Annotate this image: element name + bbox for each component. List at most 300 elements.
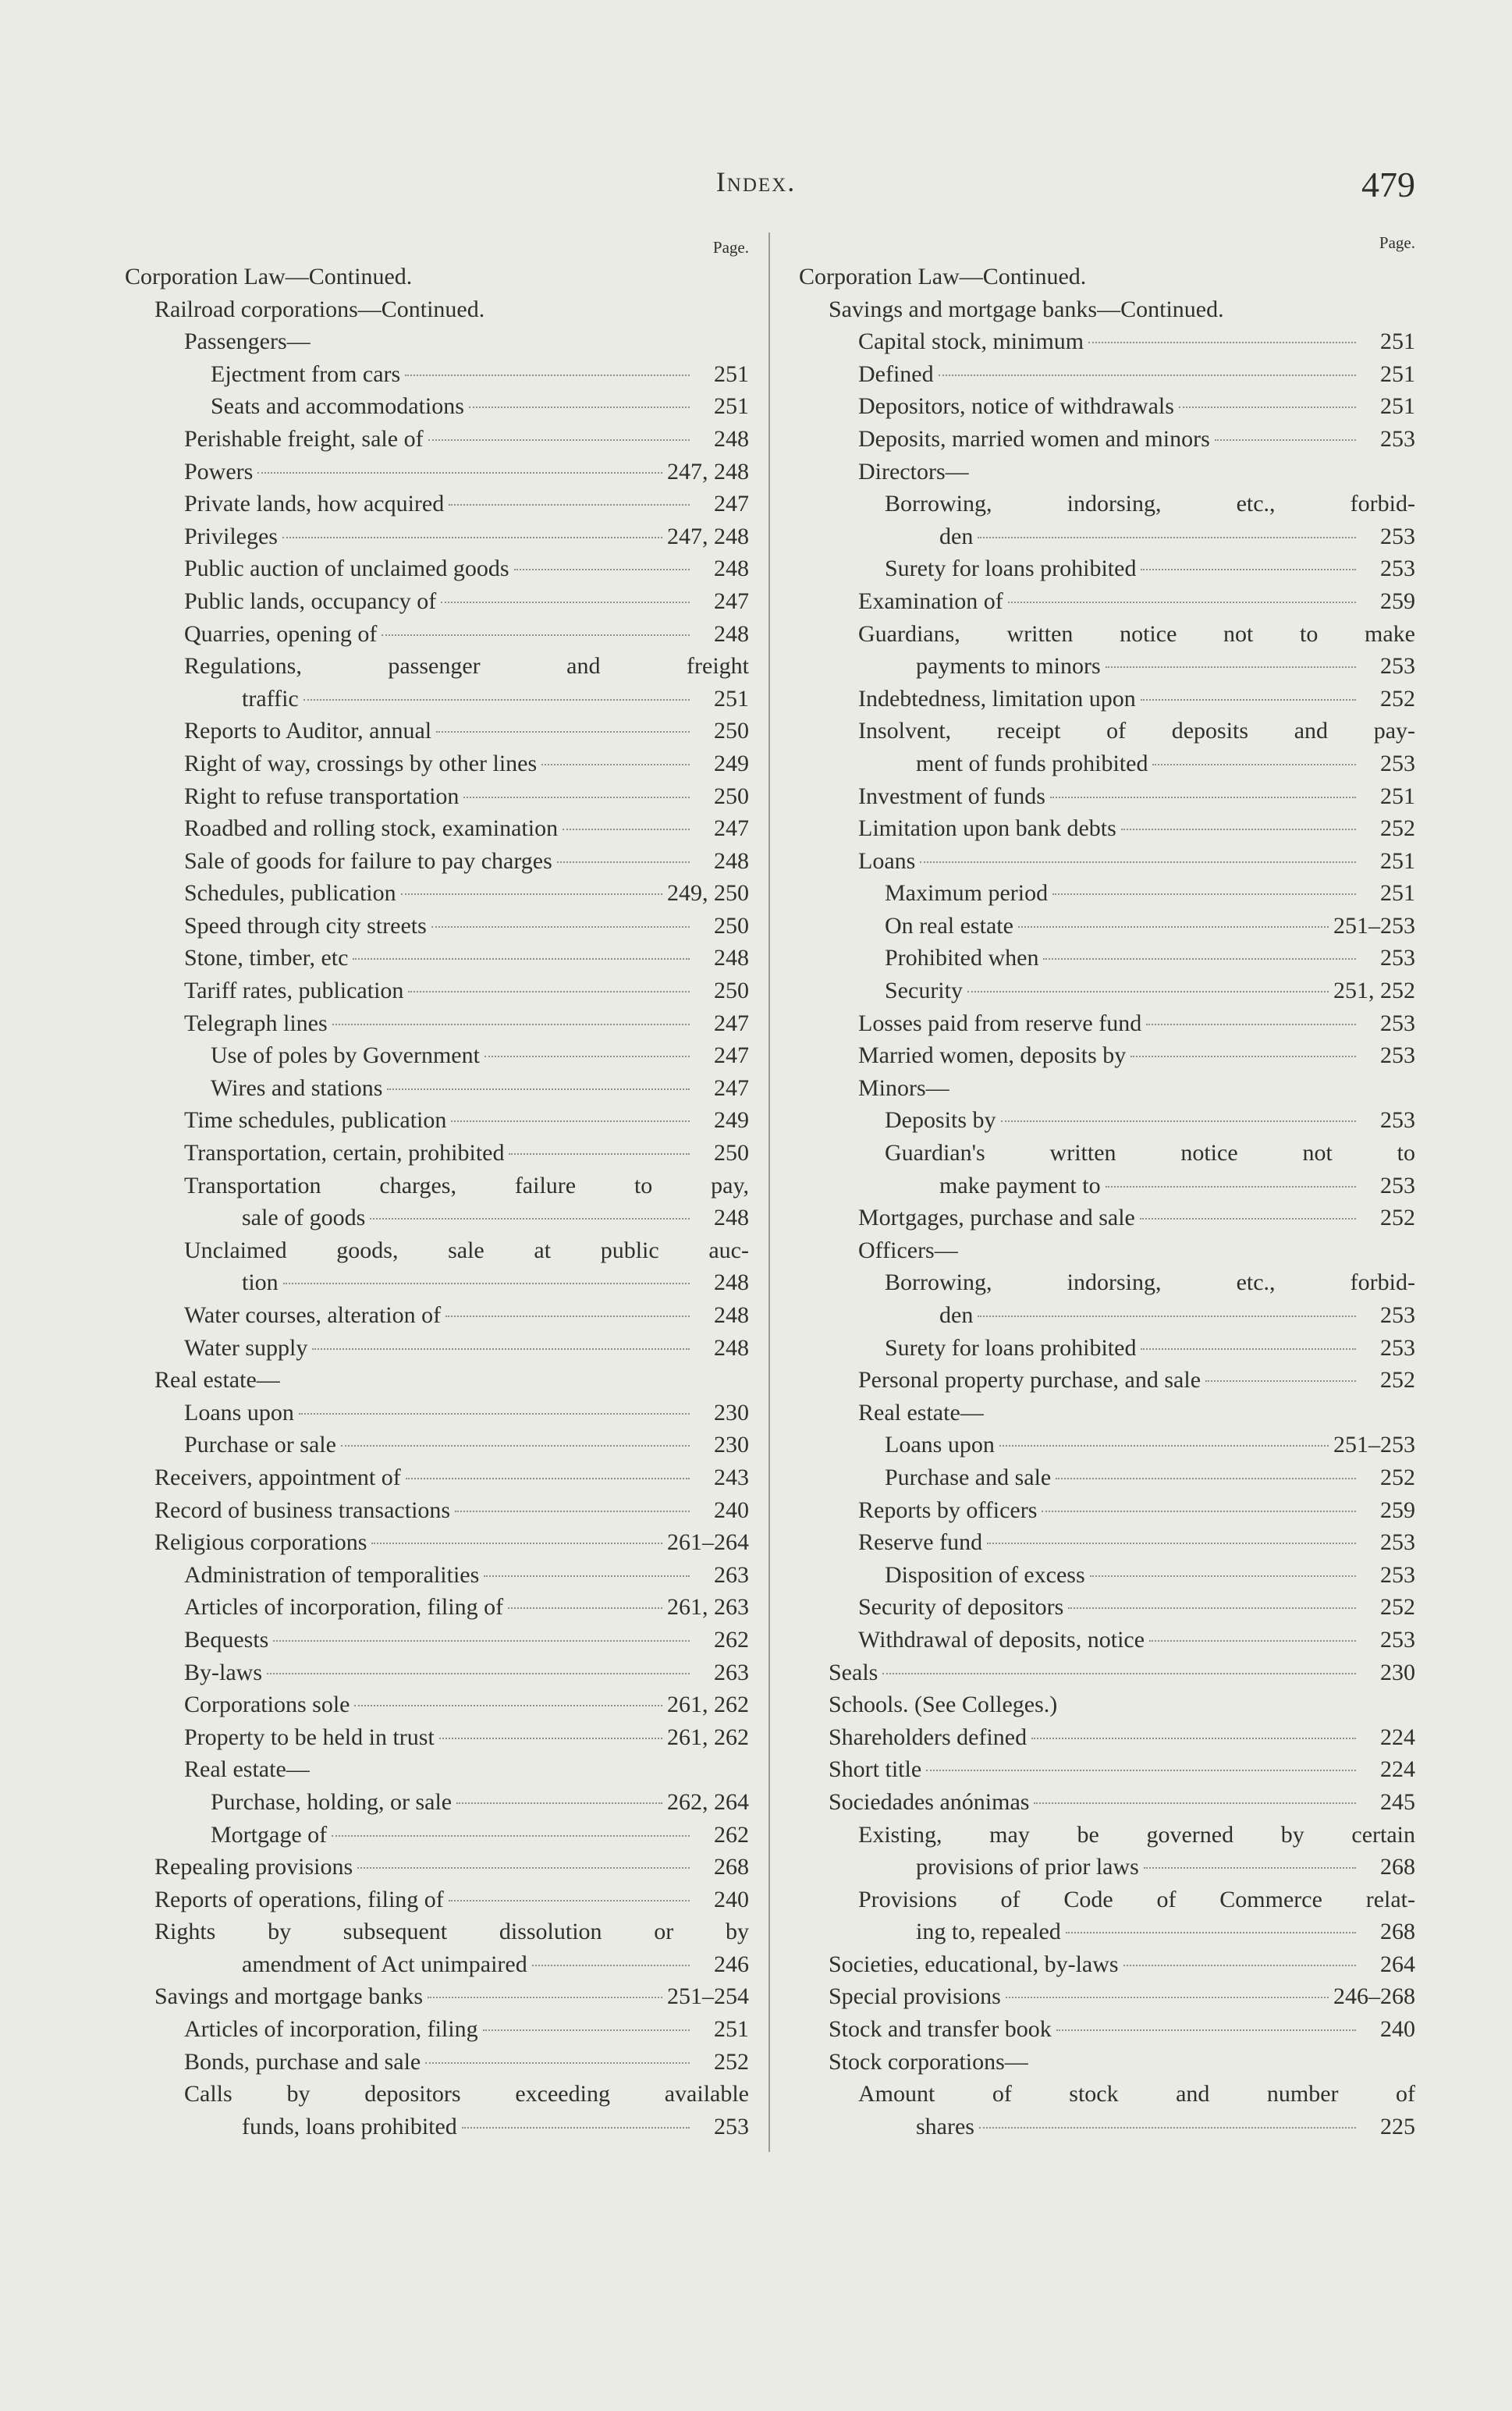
dot-leader [1130, 1056, 1356, 1057]
dot-leader [257, 472, 662, 474]
dot-leader [332, 1835, 690, 1837]
entry-label: Reports to Auditor, annual [184, 718, 432, 744]
dot-leader [273, 1640, 690, 1642]
page-reference: 247 [714, 1010, 749, 1036]
dot-leader [532, 1965, 690, 1966]
dot-leader [967, 991, 1329, 992]
index-entry [799, 1007, 1415, 1040]
index-entry-continuation [799, 2111, 1415, 2143]
index-entry [799, 1104, 1415, 1137]
entry-label: Public lands, occupancy of [184, 588, 437, 614]
index-entry [799, 1039, 1415, 1072]
index-entry-text: Guardians, written notice not to make [858, 620, 1415, 647]
dot-leader [455, 1511, 690, 1512]
index-heading: Passengers— [184, 328, 311, 355]
entry-label: Shareholders defined [829, 1724, 1028, 1750]
index-entry [125, 877, 749, 910]
index-entry [125, 1688, 749, 1721]
page-reference: 248 [714, 1269, 749, 1296]
index-entry [125, 1072, 749, 1105]
entry-label: Transportation, certain, prohibited [184, 1140, 505, 1166]
index-heading: Schools. (See Colleges.) [829, 1692, 1058, 1718]
page-reference: 249 [714, 750, 749, 776]
page-reference: 248 [714, 1205, 749, 1231]
index-entry [125, 1039, 749, 1072]
page-reference: 253 [1380, 1561, 1415, 1588]
index-entry [799, 1202, 1415, 1234]
index-entry [125, 1397, 749, 1429]
index-entry-text: Borrowing, indorsing, etc., forbid- [885, 1269, 1415, 1296]
dot-leader [939, 375, 1356, 376]
page-reference: 251–253 [1333, 912, 1415, 939]
dot-leader [405, 375, 690, 376]
index-entry [799, 1624, 1415, 1656]
entry-label: Special provisions [829, 1983, 1001, 2010]
dot-leader [462, 2127, 690, 2129]
page-reference: 251 [1380, 328, 1415, 355]
index-entry [799, 1364, 1415, 1397]
dot-leader [1056, 2029, 1356, 2031]
entry-label: Disposition of excess [885, 1561, 1085, 1588]
index-entry [125, 618, 749, 651]
page-reference: 247 [714, 1042, 749, 1069]
dot-leader [441, 602, 690, 603]
index-heading: Real estate— [858, 1399, 984, 1426]
index-heading: Savings and mortgage banks—Continued. [829, 296, 1224, 322]
dot-leader [1090, 1575, 1356, 1577]
dot-leader [1018, 926, 1329, 928]
dot-leader [445, 1316, 690, 1317]
dot-leader [1179, 407, 1356, 408]
index-column-left [125, 234, 749, 2143]
page-reference: 253 [1380, 1010, 1415, 1036]
index-entry [799, 1980, 1415, 2013]
dot-leader [1205, 1380, 1356, 1382]
index-entry [125, 1980, 749, 2013]
dot-leader [978, 1316, 1356, 1317]
entry-label: Surety for loans prohibited [885, 556, 1137, 582]
dot-leader [484, 1056, 690, 1057]
index-entry [799, 358, 1415, 391]
dot-leader [408, 991, 690, 992]
dot-leader [456, 1802, 662, 1804]
page-reference: 251 [714, 360, 749, 387]
page-reference: 249 [714, 1107, 749, 1134]
entry-label: Quarries, opening of [184, 620, 378, 647]
entry-label: ing to, repealed [916, 1919, 1061, 1945]
dot-leader [926, 1770, 1356, 1771]
dot-leader [370, 1218, 690, 1220]
index-entry-continuation [799, 520, 1415, 553]
page-reference: 253 [1380, 1107, 1415, 1134]
index-entry [799, 2013, 1415, 2046]
index-heading: Directors— [858, 458, 969, 485]
index-entry [799, 1753, 1415, 1786]
entry-label: Loans upon [184, 1399, 294, 1426]
entry-label: Withdrawal of deposits, notice [858, 1626, 1145, 1653]
entry-label: Investment of funds [858, 783, 1045, 809]
page-reference: 261–264 [667, 1529, 749, 1556]
entry-label: Prohibited when [885, 945, 1039, 971]
dot-leader [1141, 1348, 1356, 1350]
entry-label: Perishable freight, sale of [184, 425, 424, 452]
entry-label: Religious corporations [154, 1529, 367, 1556]
entry-label: On real estate [885, 912, 1013, 939]
index-entry [125, 1559, 749, 1592]
entry-label: Savings and mortgage banks [154, 1983, 424, 2010]
dot-leader [1034, 1802, 1356, 1804]
dot-leader [1123, 1965, 1356, 1966]
entry-label: Stock and transfer book [829, 2016, 1052, 2043]
dot-leader [425, 2062, 690, 2064]
dot-leader [1043, 958, 1356, 960]
index-entry-continuation [125, 1948, 749, 1981]
index-entry-text: Borrowing, indorsing, etc., forbid- [885, 491, 1415, 517]
index-entry [799, 585, 1415, 618]
entry-label: Telegraph lines [184, 1010, 328, 1036]
dot-leader [1001, 1120, 1357, 1122]
index-entry [125, 1299, 749, 1332]
entry-label: Loans upon [885, 1432, 995, 1458]
index-entry [125, 1721, 749, 1754]
entry-label: Bequests [184, 1626, 269, 1653]
dot-leader [401, 893, 662, 895]
entry-label: Stone, timber, etc [184, 945, 349, 971]
page-reference: 250 [714, 718, 749, 744]
entry-label: Record of business transactions [154, 1497, 451, 1523]
entry-label: Personal property purchase, and sale [858, 1367, 1201, 1394]
entry-label: Schedules, publication [184, 880, 396, 907]
page-reference: 253 [1380, 1172, 1415, 1198]
page-reference: 251, 252 [1333, 978, 1415, 1004]
dot-leader [1031, 1738, 1356, 1739]
page-reference: 262 [714, 1626, 749, 1653]
page-reference: 261, 263 [667, 1594, 749, 1621]
dot-leader [371, 1543, 662, 1544]
index-entry [799, 1494, 1415, 1527]
dot-leader [1042, 1511, 1356, 1512]
index-entry [125, 1332, 749, 1365]
entry-label: Reports of operations, filing of [154, 1886, 444, 1912]
page-reference: 240 [1380, 2016, 1415, 2043]
index-entry [125, 1851, 749, 1884]
page-reference: 251 [1380, 847, 1415, 874]
index-entry [799, 552, 1415, 585]
dot-leader [387, 1088, 690, 1090]
index-entry-continuation [799, 1916, 1415, 1948]
page-reference: 251 [1380, 360, 1415, 387]
page-reference: 253 [1380, 1529, 1415, 1556]
page-reference: 247 [714, 1074, 749, 1101]
index-heading: Minors— [858, 1074, 949, 1101]
dot-leader [354, 1705, 662, 1706]
entry-label: Indebtedness, limitation upon [858, 685, 1136, 712]
entry-label: Defined [858, 360, 934, 387]
index-entry [799, 1332, 1415, 1365]
index-entry-continuation [125, 683, 749, 715]
page-reference: 247 [714, 815, 749, 842]
dot-leader [1106, 666, 1356, 668]
page-reference: 253 [1380, 750, 1415, 776]
entry-label: Repealing provisions [154, 1854, 353, 1880]
page-reference: 243 [714, 1464, 749, 1490]
entry-label: Water courses, alteration of [184, 1302, 442, 1328]
entry-label: Private lands, how acquired [184, 491, 445, 517]
entry-label: den [939, 1302, 974, 1328]
index-entry-text: Provisions of Code of Commerce relat- [858, 1886, 1415, 1912]
page-reference: 252 [1380, 685, 1415, 712]
index-heading: Corporation Law—Continued. [125, 264, 413, 289]
page-reference: 250 [714, 912, 749, 939]
entry-label: shares [916, 2113, 974, 2139]
page-reference: 263 [714, 1561, 749, 1588]
entry-label: payments to minors [916, 653, 1101, 680]
dot-leader [1146, 1024, 1356, 1025]
dot-leader [1056, 1478, 1356, 1479]
index-entry-text: Transportation charges, failure to pay, [184, 1172, 749, 1198]
entry-label: Loans [858, 847, 916, 874]
page-reference: 253 [1380, 556, 1415, 582]
page-column-label: Page. [712, 238, 749, 257]
dot-leader [267, 1673, 690, 1674]
index-entry [125, 1656, 749, 1689]
entry-label: Mortgages, purchase and sale [858, 1205, 1135, 1231]
page-reference: 240 [714, 1886, 749, 1912]
page-reference: 240 [714, 1497, 749, 1523]
dot-leader [1106, 1186, 1356, 1188]
index-entry [125, 488, 749, 520]
dot-leader [1121, 829, 1356, 830]
entry-label: Examination of [858, 588, 1003, 614]
page-reference: 224 [1380, 1724, 1415, 1750]
index-entry [125, 2013, 749, 2046]
entry-label: Corporations sole [184, 1692, 350, 1718]
dot-leader [1050, 797, 1356, 798]
index-entry [799, 683, 1415, 715]
index-entry [799, 1429, 1415, 1461]
entry-label: By-laws [184, 1659, 262, 1685]
index-entry [125, 975, 749, 1007]
index-heading: Real estate— [184, 1756, 310, 1783]
entry-label: Security [885, 978, 963, 1004]
entry-label: Losses paid from reserve fund [858, 1010, 1142, 1036]
entry-label: Tariff rates, publication [184, 978, 404, 1004]
page-reference: 246 [714, 1951, 749, 1977]
dot-leader [1149, 1640, 1356, 1642]
page-reference: 224 [1380, 1756, 1415, 1783]
dot-leader [428, 1997, 662, 1998]
index-entry-text: Unclaimed goods, sale at public auc- [184, 1237, 749, 1263]
index-entry-continuation [799, 1851, 1415, 1884]
index-entry [799, 910, 1415, 943]
page-reference: 261, 262 [667, 1692, 749, 1718]
dot-leader [509, 1153, 690, 1155]
index-entry-text: Existing, may be governed by certain [858, 1821, 1415, 1848]
index-heading: Corporation Law—Continued. [799, 264, 1087, 289]
dot-leader [563, 829, 690, 830]
dot-leader [920, 861, 1356, 863]
entry-label: tion [242, 1269, 279, 1296]
entry-label: Water supply [184, 1334, 308, 1361]
page-reference: 251 [1380, 783, 1415, 809]
index-entry [125, 2046, 749, 2079]
page-reference: 252 [1380, 1464, 1415, 1490]
index-entry [125, 1007, 749, 1040]
entry-label: Deposits by [885, 1107, 996, 1134]
index-entry [799, 423, 1415, 456]
entry-label: Security of depositors [858, 1594, 1064, 1621]
index-entry [799, 942, 1415, 975]
page-reference: 252 [1380, 815, 1415, 842]
dot-leader [1215, 439, 1356, 441]
dot-leader [1006, 1997, 1329, 1998]
entry-label: Capital stock, minimum [858, 328, 1084, 355]
entry-label: Public auction of unclaimed goods [184, 556, 509, 582]
dot-leader [483, 2029, 690, 2031]
entry-label: Purchase and sale [885, 1464, 1052, 1490]
page-column-label: Page. [1379, 233, 1415, 252]
entry-label: Receivers, appointment of [154, 1464, 401, 1490]
entry-label: Maximum period [885, 880, 1049, 907]
entry-label: Roadbed and rolling stock, examination [184, 815, 559, 842]
dot-leader [282, 537, 662, 538]
dot-leader [299, 1413, 690, 1415]
entry-label: Articles of incorporation, filing [184, 2016, 478, 2043]
page-reference: 248 [714, 1334, 749, 1361]
dot-leader [1052, 893, 1356, 895]
page-reference: 251 [714, 685, 749, 712]
index-entry [799, 780, 1415, 813]
index-entry [125, 1624, 749, 1656]
page-reference: 253 [1380, 1334, 1415, 1361]
index-entry [799, 1786, 1415, 1819]
index-entry [125, 910, 749, 943]
page-reference: 248 [714, 945, 749, 971]
index-entry [799, 1948, 1415, 1981]
index-entry-text: Rights by subsequent dissolution or by [154, 1919, 749, 1945]
index-entry [799, 812, 1415, 845]
page-reference: 245 [1380, 1788, 1415, 1815]
page-reference: 230 [1380, 1659, 1415, 1685]
index-entry [125, 780, 749, 813]
index-entry [125, 1137, 749, 1170]
dot-leader [382, 634, 690, 636]
column-divider [768, 233, 770, 2152]
page-reference: 247 [714, 491, 749, 517]
page-reference: 251 [1380, 880, 1415, 907]
index-entry-continuation [125, 1202, 749, 1234]
dot-leader [882, 1673, 1356, 1674]
index-entry-continuation [799, 747, 1415, 780]
index-entry [799, 1721, 1415, 1754]
entry-label: funds, loans prohibited [242, 2113, 457, 2139]
index-entry [799, 975, 1415, 1007]
entry-label: traffic [242, 685, 299, 712]
dot-leader [283, 1283, 690, 1284]
page-reference: 248 [714, 556, 749, 582]
index-entry-text: Calls by depositors exceeding available [184, 2081, 749, 2107]
entry-label: provisions of prior laws [916, 1854, 1139, 1880]
index-entry-text: Amount of stock and number of [858, 2081, 1415, 2107]
page-reference: 252 [1380, 1205, 1415, 1231]
dot-leader [469, 407, 690, 408]
dot-leader [541, 764, 690, 765]
page-reference: 250 [714, 978, 749, 1004]
entry-label: Mortgage of [211, 1821, 328, 1848]
entry-label: Speed through city streets [184, 912, 427, 939]
entry-label: Purchase, holding, or sale [211, 1788, 453, 1815]
page-reference: 263 [714, 1659, 749, 1685]
entry-label: Powers [184, 458, 254, 485]
dot-leader [428, 439, 690, 441]
entry-label: Deposits, married women and minors [858, 425, 1210, 452]
dot-leader [312, 1348, 690, 1350]
entry-label: Sociedades anónimas [829, 1788, 1030, 1815]
page-reference: 262, 264 [667, 1788, 749, 1815]
page-reference: 268 [714, 1854, 749, 1880]
index-entry [125, 520, 749, 553]
page-reference: 247, 248 [667, 458, 749, 485]
entry-label: Privileges [184, 523, 278, 549]
entry-label: Societies, educational, by-laws [829, 1951, 1119, 1977]
index-entry [125, 552, 749, 585]
index-entry [799, 877, 1415, 910]
entry-label: Short title [829, 1756, 922, 1783]
page-reference: 250 [714, 1140, 749, 1166]
page-reference: 248 [714, 847, 749, 874]
dot-leader [1008, 602, 1356, 603]
index-entry [799, 845, 1415, 878]
index-entry [125, 1786, 749, 1819]
page-reference: 253 [714, 2113, 749, 2139]
page-reference: 246–268 [1333, 1983, 1415, 2010]
dot-leader [1140, 1218, 1356, 1220]
entry-label: make payment to [939, 1172, 1101, 1198]
page-reference: 261, 262 [667, 1724, 749, 1750]
page-reference: 253 [1380, 1626, 1415, 1653]
index-entry [125, 390, 749, 423]
index-entry-continuation [799, 650, 1415, 683]
dot-leader [406, 1478, 690, 1479]
index-entry [799, 1461, 1415, 1494]
index-entry [125, 845, 749, 878]
index-entry-continuation [799, 1299, 1415, 1332]
page-reference: 230 [714, 1432, 749, 1458]
entry-label: Married women, deposits by [858, 1042, 1127, 1069]
entry-label: Reserve fund [858, 1529, 983, 1556]
index-entry-continuation [125, 1266, 749, 1299]
index-entry [799, 1526, 1415, 1559]
page-reference: 248 [714, 425, 749, 452]
page-reference: 251–253 [1333, 1432, 1415, 1458]
dot-leader [431, 926, 690, 928]
page-reference: 251 [714, 2016, 749, 2043]
index-entry [125, 1461, 749, 1494]
entry-label: Administration of temporalities [184, 1561, 480, 1588]
dot-leader [341, 1445, 690, 1447]
index-entry [125, 585, 749, 618]
page-reference: 262 [714, 1821, 749, 1848]
dot-leader [449, 1900, 690, 1901]
index-heading: Real estate— [154, 1367, 280, 1394]
dot-leader [357, 1867, 690, 1869]
dot-leader [1141, 699, 1356, 701]
dot-leader [1141, 569, 1356, 570]
page-number: 479 [1361, 165, 1415, 204]
entry-label: Seats and accommodations [211, 393, 464, 420]
index-entry [125, 1526, 749, 1559]
index-entry [125, 1591, 749, 1624]
